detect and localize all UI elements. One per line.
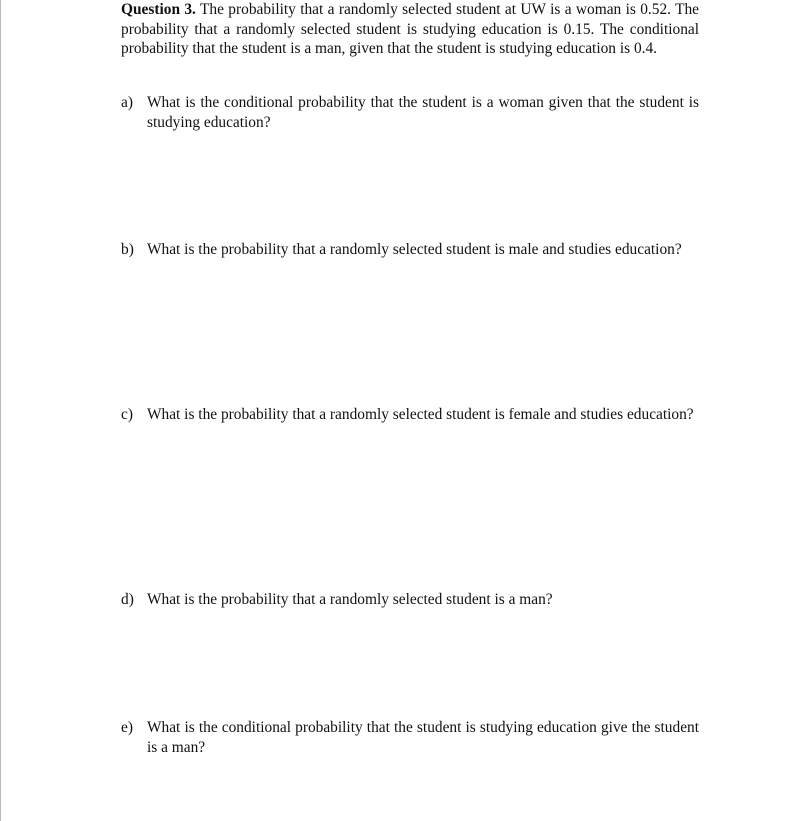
question-part-b bbox=[121, 240, 699, 260]
part-c-letter: c) bbox=[121, 406, 133, 423]
question-part-e bbox=[121, 718, 699, 757]
part-e-text: What is the conditional probability that the student is studying education give the student is a man? bbox=[147, 719, 699, 756]
question-part-c bbox=[121, 405, 699, 425]
part-b-letter: b) bbox=[121, 241, 134, 258]
part-a-letter: a) bbox=[121, 94, 133, 111]
part-d-letter: d) bbox=[121, 591, 134, 608]
part-e-letter: e) bbox=[121, 719, 133, 736]
question-part-d bbox=[121, 590, 699, 610]
part-c-text: What is the probability that a randomly selected student is female and studies education? bbox=[147, 406, 694, 423]
question-intro bbox=[121, 0, 699, 59]
page-left-edge bbox=[0, 0, 1, 821]
question-label: Question 3. bbox=[121, 1, 196, 18]
part-a-text: What is the conditional probability that the student is a woman given that the student is studying education? bbox=[147, 94, 699, 131]
question-intro-text: The probability that a randomly selected student at UW is a woman is 0.52. The probability that a randomly selected student is studying education is 0.15. The conditional probability that the student is a man, given that the student is studying education is 0.4. bbox=[121, 1, 699, 57]
question-part-a bbox=[121, 93, 699, 132]
part-b-text: What is the probability that a randomly selected student is male and studies education? bbox=[147, 241, 682, 258]
part-d-text: What is the probability that a randomly selected student is a man? bbox=[147, 591, 553, 608]
